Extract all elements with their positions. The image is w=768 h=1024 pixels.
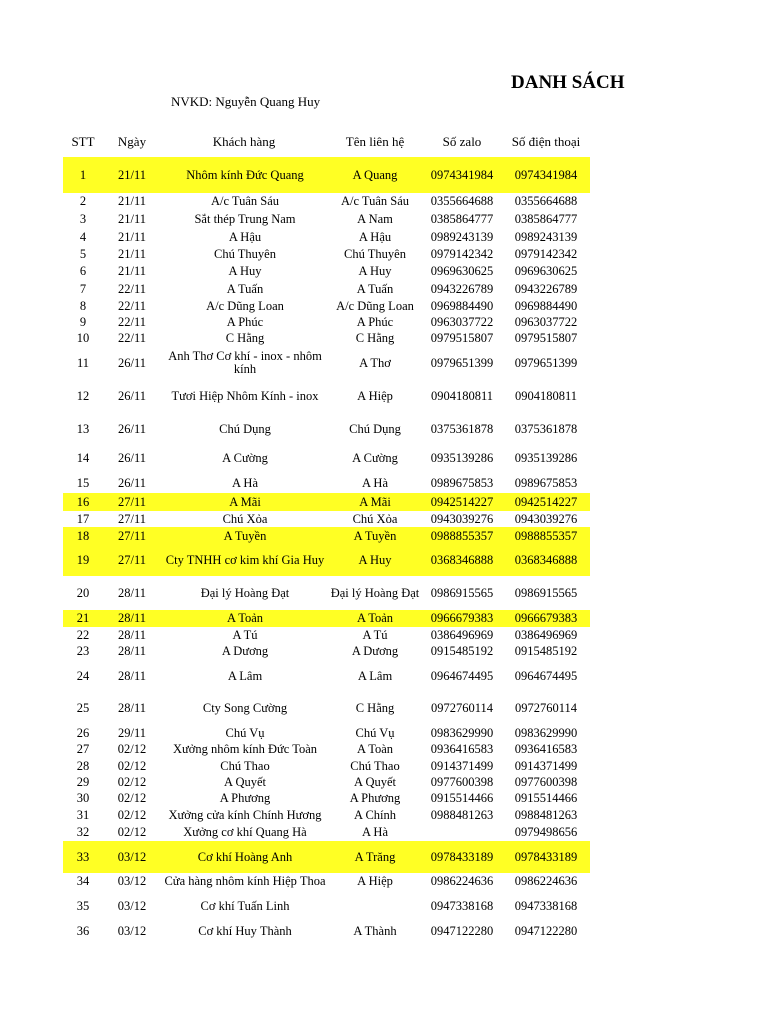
zalo-cell: 0904180811: [430, 389, 494, 403]
zalo-cell: 0989675853: [430, 475, 494, 490]
date-cell: 03/12: [117, 849, 147, 864]
customer-cell: Xưởng nhôm kính Đức Toàn: [172, 742, 318, 756]
date-cell: 28/11: [117, 644, 146, 658]
header-contact-name: Tên liên hệ: [345, 134, 405, 149]
phone-cell: 0936416583: [514, 742, 578, 756]
customer-cell: Cty Song Cường: [202, 701, 288, 715]
date-cell: 02/12: [117, 742, 147, 756]
table-row: [63, 841, 590, 873]
table-row: [63, 790, 590, 807]
row-number-cell: 9: [79, 315, 87, 329]
customer-cell: A/c Tuân Sáu: [210, 194, 280, 208]
customer-cell: A Tú: [232, 627, 258, 642]
phone-cell: 0355664688: [514, 194, 578, 208]
row-number-cell: 31: [76, 807, 90, 822]
row-number-cell: 10: [76, 330, 90, 345]
header-phone: Số điện thoại: [511, 134, 581, 149]
table-row: [63, 544, 590, 576]
date-cell: 02/12: [117, 791, 147, 805]
table-row: [63, 758, 590, 774]
document-title: DANH SÁCH: [511, 72, 625, 93]
contact-name-cell: A Huy: [358, 552, 392, 567]
table-row: [63, 262, 590, 280]
table-row: [63, 346, 590, 380]
date-cell: 26/11: [117, 355, 146, 370]
table-row: [63, 298, 590, 315]
customer-cell: Tươi Hiệp Nhôm Kính - inox: [171, 389, 319, 403]
date-cell: 03/12: [117, 873, 147, 888]
row-number-cell: 16: [76, 494, 90, 509]
contact-name-cell: Chú Xỏa: [352, 511, 398, 526]
zalo-cell: 0989243139: [430, 229, 494, 244]
row-number-cell: 32: [76, 824, 90, 839]
phone-cell: 0966679383: [514, 611, 578, 625]
zalo-cell: 0986224636: [430, 873, 494, 888]
contact-name-cell: A Toản: [356, 611, 394, 625]
zalo-cell: 0972760114: [430, 701, 494, 715]
customer-cell: Chú Xỏa: [222, 511, 268, 526]
date-cell: 27/11: [117, 494, 146, 509]
row-number-cell: 34: [76, 873, 90, 888]
row-number-cell: 27: [76, 742, 90, 756]
phone-cell: 0969884490: [514, 299, 578, 313]
row-number-cell: 2: [79, 194, 87, 208]
zalo-cell: 0969884490: [430, 299, 494, 313]
phone-cell: 0935139286: [514, 450, 578, 465]
row-number-cell: 15: [76, 475, 90, 490]
phone-cell: 0969630625: [514, 263, 578, 278]
date-cell: 26/11: [117, 475, 146, 490]
date-cell: 29/11: [117, 725, 146, 740]
table-row: [63, 922, 590, 940]
phone-cell: 0986224636: [514, 873, 578, 888]
zalo-cell: 0914371499: [430, 758, 494, 773]
customer-cell: Xưởng cơ khí Quang Hà: [183, 824, 307, 839]
date-cell: 28/11: [117, 701, 146, 715]
zalo-cell: 0947122280: [430, 923, 494, 938]
customer-cell: A Tuấn: [226, 281, 264, 296]
contact-name-cell: [327, 889, 423, 923]
customer-cell: A Huy: [228, 263, 262, 278]
contact-name-cell: A/c Tuân Sáu: [340, 194, 410, 208]
row-number-cell: 13: [76, 422, 90, 436]
customer-cell: A Dương: [221, 644, 269, 658]
zalo-cell: 0983629990: [430, 725, 494, 740]
phone-cell: 0989675853: [514, 475, 578, 490]
zalo-cell: 0368346888: [430, 552, 494, 567]
phone-cell: 0375361878: [514, 422, 578, 436]
contact-name-cell: A Hiệp: [357, 389, 393, 403]
date-cell: 28/11: [117, 611, 146, 625]
table-row: [63, 527, 590, 545]
date-cell: 22/11: [117, 281, 146, 296]
phone-cell: 0943226789: [514, 281, 578, 296]
table-row: [63, 280, 590, 298]
row-number-cell: 25: [76, 701, 90, 715]
contact-name-cell: Chú Vụ: [355, 725, 395, 740]
date-cell: 21/11: [117, 246, 146, 261]
zalo-cell: 0986915565: [430, 585, 494, 600]
date-cell: 22/11: [117, 299, 146, 313]
contact-name-cell: A Trăng: [354, 849, 396, 864]
table-row: [63, 193, 590, 210]
phone-cell: 0978433189: [514, 849, 578, 864]
table-row: [63, 643, 590, 660]
row-number-cell: 18: [76, 528, 90, 543]
zalo-cell: 0936416583: [430, 742, 494, 756]
zalo-cell: 0978433189: [430, 849, 494, 864]
row-number-cell: 21: [76, 611, 90, 625]
row-number-cell: 23: [76, 644, 90, 658]
contact-name-cell: A/c Dũng Loan: [336, 299, 414, 313]
row-number-cell: 24: [76, 668, 90, 683]
table-row: [63, 627, 590, 643]
table-row: [63, 823, 590, 841]
customer-cell: Cơ khí Tuấn Linh: [200, 898, 290, 913]
phone-cell: 0904180811: [514, 389, 578, 403]
row-number-cell: 14: [76, 450, 90, 465]
sales-staff-label: NVKD: Nguyễn Quang Huy: [171, 94, 321, 109]
customer-cell: A Quyết: [223, 775, 266, 789]
zalo-cell: 0969630625: [430, 263, 494, 278]
phone-cell: 0915485192: [514, 644, 578, 658]
phone-cell: 0914371499: [514, 758, 578, 773]
contact-name-cell: Chú Thao: [350, 758, 400, 773]
zalo-cell: 0963037722: [430, 315, 494, 329]
header-zalo: Số zalo: [442, 134, 482, 149]
table-row: [63, 511, 590, 527]
contact-name-cell: A Thơ: [359, 355, 391, 370]
date-cell: 02/12: [117, 807, 147, 822]
date-cell: 27/11: [117, 528, 146, 543]
customer-cell: Đại lý Hoàng Đạt: [200, 585, 290, 600]
zalo-cell: 0355664688: [430, 194, 494, 208]
customer-cell: A Hậu: [228, 229, 262, 244]
row-number-cell: 5: [79, 246, 87, 261]
row-number-cell: 28: [76, 758, 90, 773]
contact-name-cell: A Nam: [357, 211, 393, 226]
table-row: [63, 889, 590, 923]
phone-cell: 0979498656: [514, 824, 578, 839]
zalo-cell: 0385864777: [430, 211, 494, 226]
phone-cell: 0943039276: [514, 511, 578, 526]
phone-cell: 0979142342: [514, 246, 578, 261]
customer-cell: Chú Thuyên: [214, 246, 276, 261]
row-number-cell: 20: [76, 585, 90, 600]
date-cell: 28/11: [117, 668, 146, 683]
zalo-cell: 0979142342: [430, 246, 494, 261]
phone-cell: 0964674495: [514, 668, 578, 683]
zalo-cell: [425, 823, 499, 841]
row-number-cell: 1: [79, 167, 87, 182]
table-row: [63, 741, 590, 758]
contact-name-cell: A Hà: [361, 475, 389, 490]
customer-cell: Chú Vụ: [225, 725, 265, 740]
table-row: [63, 330, 590, 346]
table-row: [63, 228, 590, 246]
row-number-cell: 12: [76, 389, 90, 403]
phone-cell: 0988481263: [514, 807, 578, 822]
contact-name-cell: Chú Thuyên: [344, 246, 406, 261]
customer-cell: Sắt thép Trung Nam: [194, 211, 296, 226]
table-row: [63, 157, 590, 193]
contact-name-cell: A Hà: [361, 824, 389, 839]
contact-name-cell: A Hậu: [358, 229, 392, 244]
zalo-cell: 0964674495: [430, 668, 494, 683]
table-row: [63, 692, 590, 725]
zalo-cell: 0979515807: [430, 330, 494, 345]
row-number-cell: 19: [76, 552, 90, 567]
table-row: [63, 210, 590, 228]
row-number-cell: 26: [76, 725, 90, 740]
table-row: [63, 774, 590, 791]
row-number-cell: 3: [79, 211, 87, 226]
customer-cell: A Toản: [226, 611, 264, 625]
date-cell: 03/12: [117, 923, 147, 938]
header-stt: STT: [71, 134, 95, 149]
date-cell: 03/12: [117, 898, 147, 913]
table-row: [63, 873, 590, 889]
customer-cell: Nhôm kính Đức Quang: [186, 167, 304, 182]
phone-cell: 0986915565: [514, 585, 578, 600]
date-cell: 02/12: [117, 775, 147, 789]
contact-name-cell: Chú Dụng: [349, 422, 401, 436]
phone-cell: 0947122280: [514, 923, 578, 938]
phone-cell: 0368346888: [514, 552, 578, 567]
contact-name-cell: A Toàn: [356, 742, 394, 756]
table-row: [63, 315, 590, 330]
contact-name-cell: A Huy: [358, 263, 392, 278]
phone-cell: 0947338168: [514, 898, 578, 913]
customer-cell: A Mãi: [229, 494, 261, 509]
row-number-cell: 35: [76, 898, 90, 913]
contact-name-cell: A Dương: [351, 644, 399, 658]
header-customer: Khách hàng: [212, 134, 276, 149]
zalo-cell: 0979651399: [430, 355, 494, 370]
phone-cell: 0942514227: [514, 494, 578, 509]
row-number-cell: 11: [76, 355, 90, 370]
zalo-cell: 0375361878: [430, 422, 494, 436]
customer-cell: Anh Thơ Cơ khí - inox - nhôm kính: [168, 349, 322, 376]
date-cell: 27/11: [117, 511, 146, 526]
phone-cell: 0974341984: [514, 167, 578, 182]
date-cell: 26/11: [117, 450, 146, 465]
contact-name-cell: A Mãi: [359, 494, 391, 509]
customer-cell: Xưởng cửa kính Chính Hương: [168, 807, 322, 822]
zalo-cell: 0966679383: [430, 611, 494, 625]
customer-cell: A/c Dũng Loan: [206, 299, 284, 313]
table-row: [63, 246, 590, 262]
date-cell: 27/11: [117, 552, 146, 567]
contact-name-cell: A Tuyền: [353, 528, 397, 543]
row-number-cell: 8: [79, 299, 87, 313]
contact-name-cell: A Quang: [352, 167, 398, 182]
date-cell: 28/11: [117, 585, 146, 600]
zalo-cell: 0947338168: [430, 898, 494, 913]
row-number-cell: 22: [76, 627, 90, 642]
date-cell: 02/12: [117, 824, 147, 839]
zalo-cell: 0935139286: [430, 450, 494, 465]
table-row: [63, 807, 590, 823]
customer-cell: A Tuyền: [223, 528, 267, 543]
date-cell: 02/12: [117, 758, 147, 773]
contact-name-cell: A Cường: [352, 450, 398, 465]
row-number-cell: 6: [79, 263, 87, 278]
zalo-cell: 0943226789: [430, 281, 494, 296]
phone-cell: 0963037722: [514, 315, 578, 329]
zalo-cell: 0386496969: [430, 627, 494, 642]
contact-name-cell: A Quyết: [353, 775, 396, 789]
zalo-cell: 0977600398: [430, 775, 494, 789]
zalo-cell: 0974341984: [430, 167, 494, 182]
customer-cell: Chú Dụng: [219, 422, 271, 436]
table-row: [63, 493, 590, 511]
table-row: [63, 475, 590, 491]
date-cell: 21/11: [117, 167, 146, 182]
row-number-cell: 29: [76, 775, 90, 789]
customer-cell: Cơ khí Hoàng Anh: [197, 849, 293, 864]
header-date: Ngày: [117, 134, 147, 149]
contact-name-cell: A Tú: [362, 627, 388, 642]
contact-name-cell: A Phúc: [356, 315, 394, 329]
row-number-cell: 30: [76, 791, 90, 805]
phone-cell: 0915514466: [514, 791, 578, 805]
table-row: [63, 576, 590, 610]
contact-name-cell: A Phương: [349, 791, 401, 805]
date-cell: 28/11: [117, 627, 146, 642]
contact-name-cell: A Hiệp: [357, 873, 393, 888]
table-row: [63, 660, 590, 692]
contact-name-cell: A Chính: [353, 807, 397, 822]
customer-cell: A Phúc: [226, 315, 264, 329]
phone-cell: 0385864777: [514, 211, 578, 226]
table-row: [63, 380, 590, 413]
customer-cell: Cơ khí Huy Thành: [198, 923, 292, 938]
zalo-cell: 0988855357: [430, 528, 494, 543]
phone-cell: 0983629990: [514, 725, 578, 740]
customer-cell: A Cường: [222, 450, 268, 465]
date-cell: 26/11: [117, 422, 146, 436]
date-cell: 21/11: [117, 194, 146, 208]
table-row: [63, 725, 590, 741]
customer-cell: Chú Thao: [220, 758, 270, 773]
zalo-cell: 0915514466: [430, 791, 494, 805]
phone-cell: 0979651399: [514, 355, 578, 370]
date-cell: 22/11: [117, 330, 146, 345]
date-cell: 22/11: [117, 315, 146, 329]
table-row: [63, 610, 590, 627]
date-cell: 21/11: [117, 211, 146, 226]
date-cell: 21/11: [117, 229, 146, 244]
customer-cell: A Lâm: [227, 668, 263, 683]
phone-cell: 0972760114: [514, 701, 578, 715]
customer-cell: A Hà: [231, 475, 259, 490]
date-cell: 26/11: [117, 389, 146, 403]
phone-cell: 0989243139: [514, 229, 578, 244]
phone-cell: 0979515807: [514, 330, 578, 345]
phone-cell: 0386496969: [514, 627, 578, 642]
date-cell: 21/11: [117, 263, 146, 278]
row-number-cell: 33: [76, 849, 90, 864]
row-number-cell: 36: [76, 923, 90, 938]
row-number-cell: 4: [79, 229, 87, 244]
table-row: [63, 441, 590, 475]
customer-cell: Cửa hàng nhôm kính Hiệp Thoa: [164, 873, 326, 888]
zalo-cell: 0943039276: [430, 511, 494, 526]
zalo-cell: 0915485192: [430, 644, 494, 658]
zalo-cell: 0988481263: [430, 807, 494, 822]
contact-name-cell: A Tuấn: [356, 281, 394, 296]
row-number-cell: 17: [76, 511, 90, 526]
phone-cell: 0977600398: [514, 775, 578, 789]
contact-name-cell: C Hằng: [355, 701, 395, 715]
row-number-cell: 7: [79, 281, 87, 296]
customer-cell: Cty TNHH cơ kim khí Gia Huy: [165, 552, 325, 567]
contact-name-cell: Đại lý Hoàng Đạt: [330, 585, 420, 600]
contact-name-cell: C Hằng: [355, 330, 395, 345]
phone-cell: 0988855357: [514, 528, 578, 543]
customer-cell: C Hằng: [225, 330, 265, 345]
contact-name-cell: A Thành: [353, 923, 397, 938]
zalo-cell: 0942514227: [430, 494, 494, 509]
contact-name-cell: A Lâm: [357, 668, 393, 683]
customer-cell: A Phương: [219, 791, 271, 805]
